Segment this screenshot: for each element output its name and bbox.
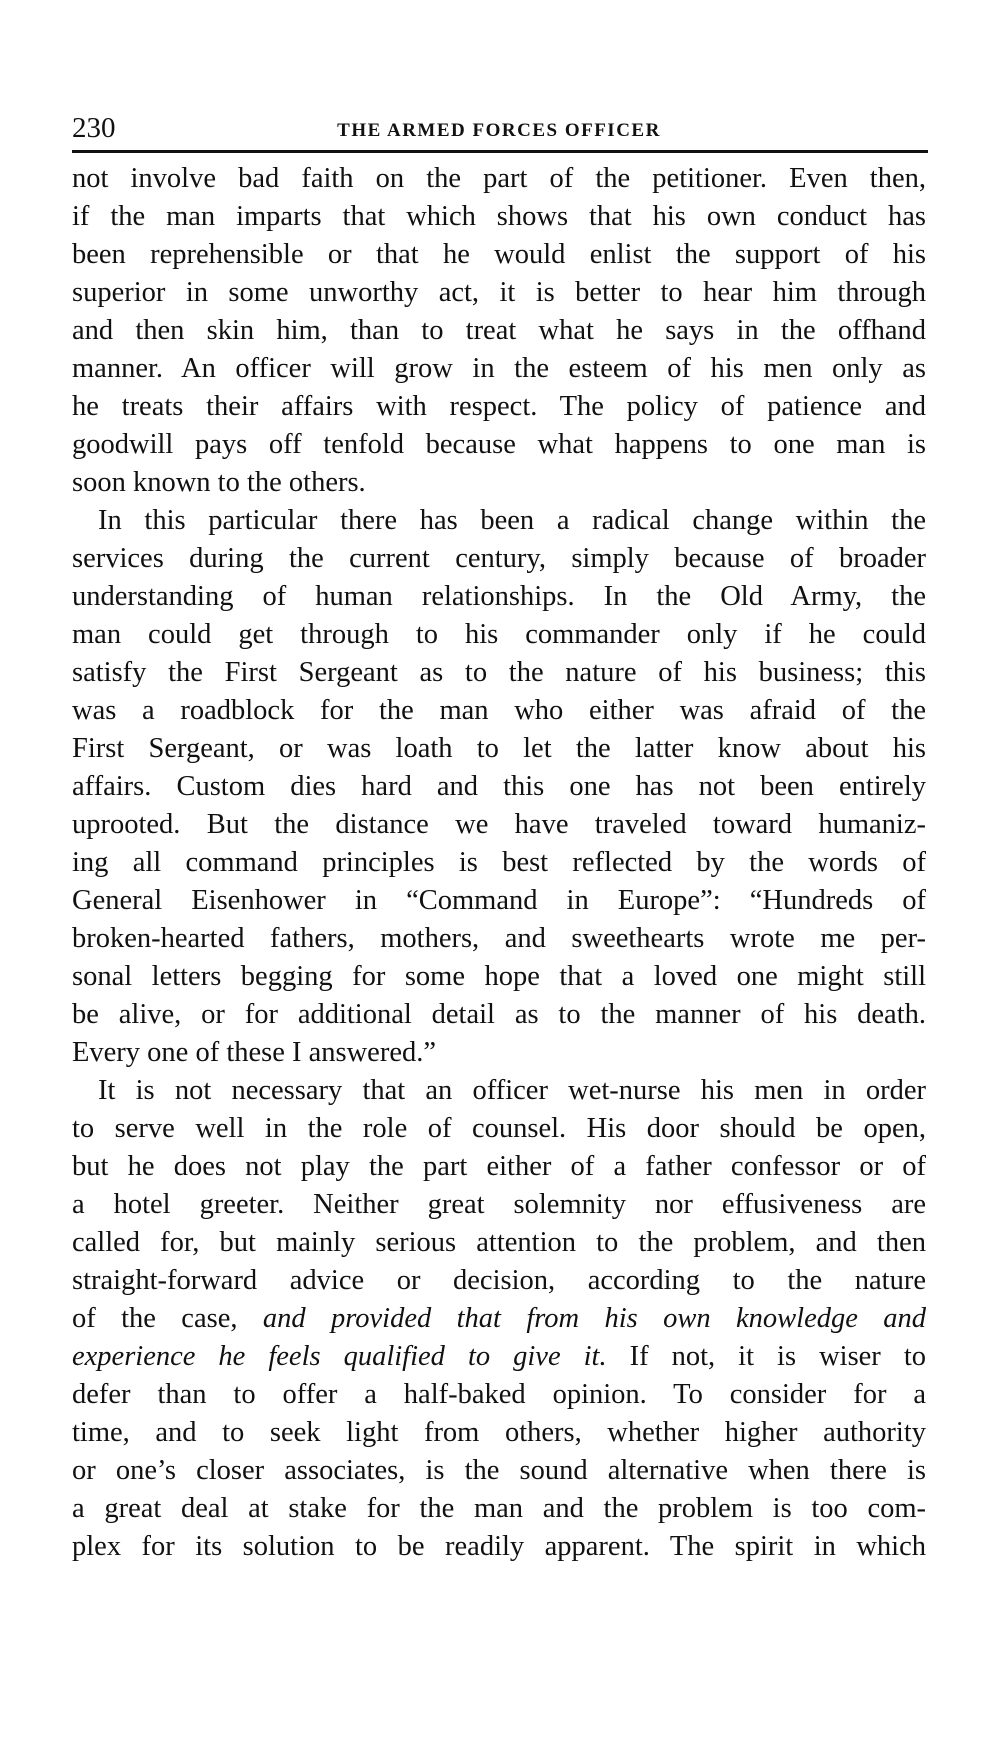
header-rule: [72, 150, 928, 153]
text-line: been reprehensible or that he would enlist the support of his: [72, 239, 926, 270]
text-line: [72, 1300, 926, 1338]
text-line: time, and to seek light from others, whether higher authority: [72, 1417, 926, 1448]
text-line: superior in some unworthy act, it is better to hear him through: [72, 277, 926, 308]
text-line: In this particular there has been a radical change within the: [98, 505, 926, 536]
text-line: to serve well in the role of counsel. His door should be open,: [72, 1113, 926, 1144]
text-line: a great deal at stake for the man and the problem is too com-: [72, 1493, 926, 1524]
text-line: It is not necessary that an officer wet-nurse his men in order: [98, 1075, 926, 1106]
text-line: not involve bad faith on the part of the petitioner. Even then,: [72, 163, 926, 194]
text-line: [72, 1338, 926, 1376]
text-line: he treats their affairs with respect. The policy of patience and: [72, 391, 926, 422]
text-line: if the man imparts that which shows that his own conduct has: [72, 201, 926, 232]
text-line: satisfy the First Sergeant as to the nature of his business; this: [72, 657, 926, 688]
text-line: sonal letters begging for some hope that a loved one might still: [72, 961, 926, 992]
text-line: and then skin him, than to treat what he says in the offhand: [72, 315, 926, 346]
text-line: plex for its solution to be readily apparent. The spirit in which: [72, 1531, 926, 1562]
text-segment: If not, it is wiser to: [606, 1341, 926, 1372]
text-line: soon known to the others.: [72, 467, 366, 498]
text-line: services during the current century, simply because of broader: [72, 543, 926, 574]
text-line: General Eisenhower in “Command in Europe”: “Hundreds of: [72, 885, 926, 916]
text-line: called for, but mainly serious attention to the problem, and then: [72, 1227, 926, 1258]
body-text: [72, 160, 926, 1566]
running-title: THE ARMED FORCES OFFICER: [337, 120, 661, 141]
text-line: Every one of these I answered.”: [72, 1037, 437, 1068]
text-line: man could get through to his commander only if he could: [72, 619, 926, 650]
text-line: a hotel greeter. Neither great solemnity nor effusiveness are: [72, 1189, 926, 1220]
italic-text: and provided that from his own knowledge and: [262, 1303, 926, 1334]
paragraph: [72, 160, 926, 502]
text-line: manner. An officer will grow in the esteem of his men only as: [72, 353, 926, 384]
text-line: defer than to offer a half-baked opinion. To consider for a: [72, 1379, 926, 1410]
text-line: affairs. Custom dies hard and this one has not been entirely: [72, 771, 926, 802]
text-line: was a roadblock for the man who either was afraid of the: [72, 695, 926, 726]
page-number: 230: [72, 112, 116, 144]
text-line: but he does not play the part either of a father confessor or of: [72, 1151, 926, 1182]
running-header: [72, 112, 926, 146]
paragraph: [72, 502, 926, 1072]
paragraph: [72, 1072, 926, 1566]
text-line: First Sergeant, or was loath to let the latter know about his: [72, 733, 926, 764]
text-segment: of the case,: [72, 1303, 263, 1334]
text-line: or one’s closer associates, is the sound alternative when there is: [72, 1455, 926, 1486]
text-line: broken-hearted fathers, mothers, and sweethearts wrote me per-: [72, 923, 926, 954]
italic-text: experience he feels qualified to give it.: [72, 1341, 607, 1372]
text-line: uprooted. But the distance we have traveled toward humaniz-: [72, 809, 926, 840]
text-line: ing all command principles is best reflected by the words of: [72, 847, 926, 878]
text-line: be alive, or for additional detail as to the manner of his death.: [72, 999, 926, 1030]
text-line: understanding of human relationships. In the Old Army, the: [72, 581, 926, 612]
text-line: goodwill pays off tenfold because what happens to one man is: [72, 429, 926, 460]
text-line: straight-forward advice or decision, according to the nature: [72, 1265, 926, 1296]
